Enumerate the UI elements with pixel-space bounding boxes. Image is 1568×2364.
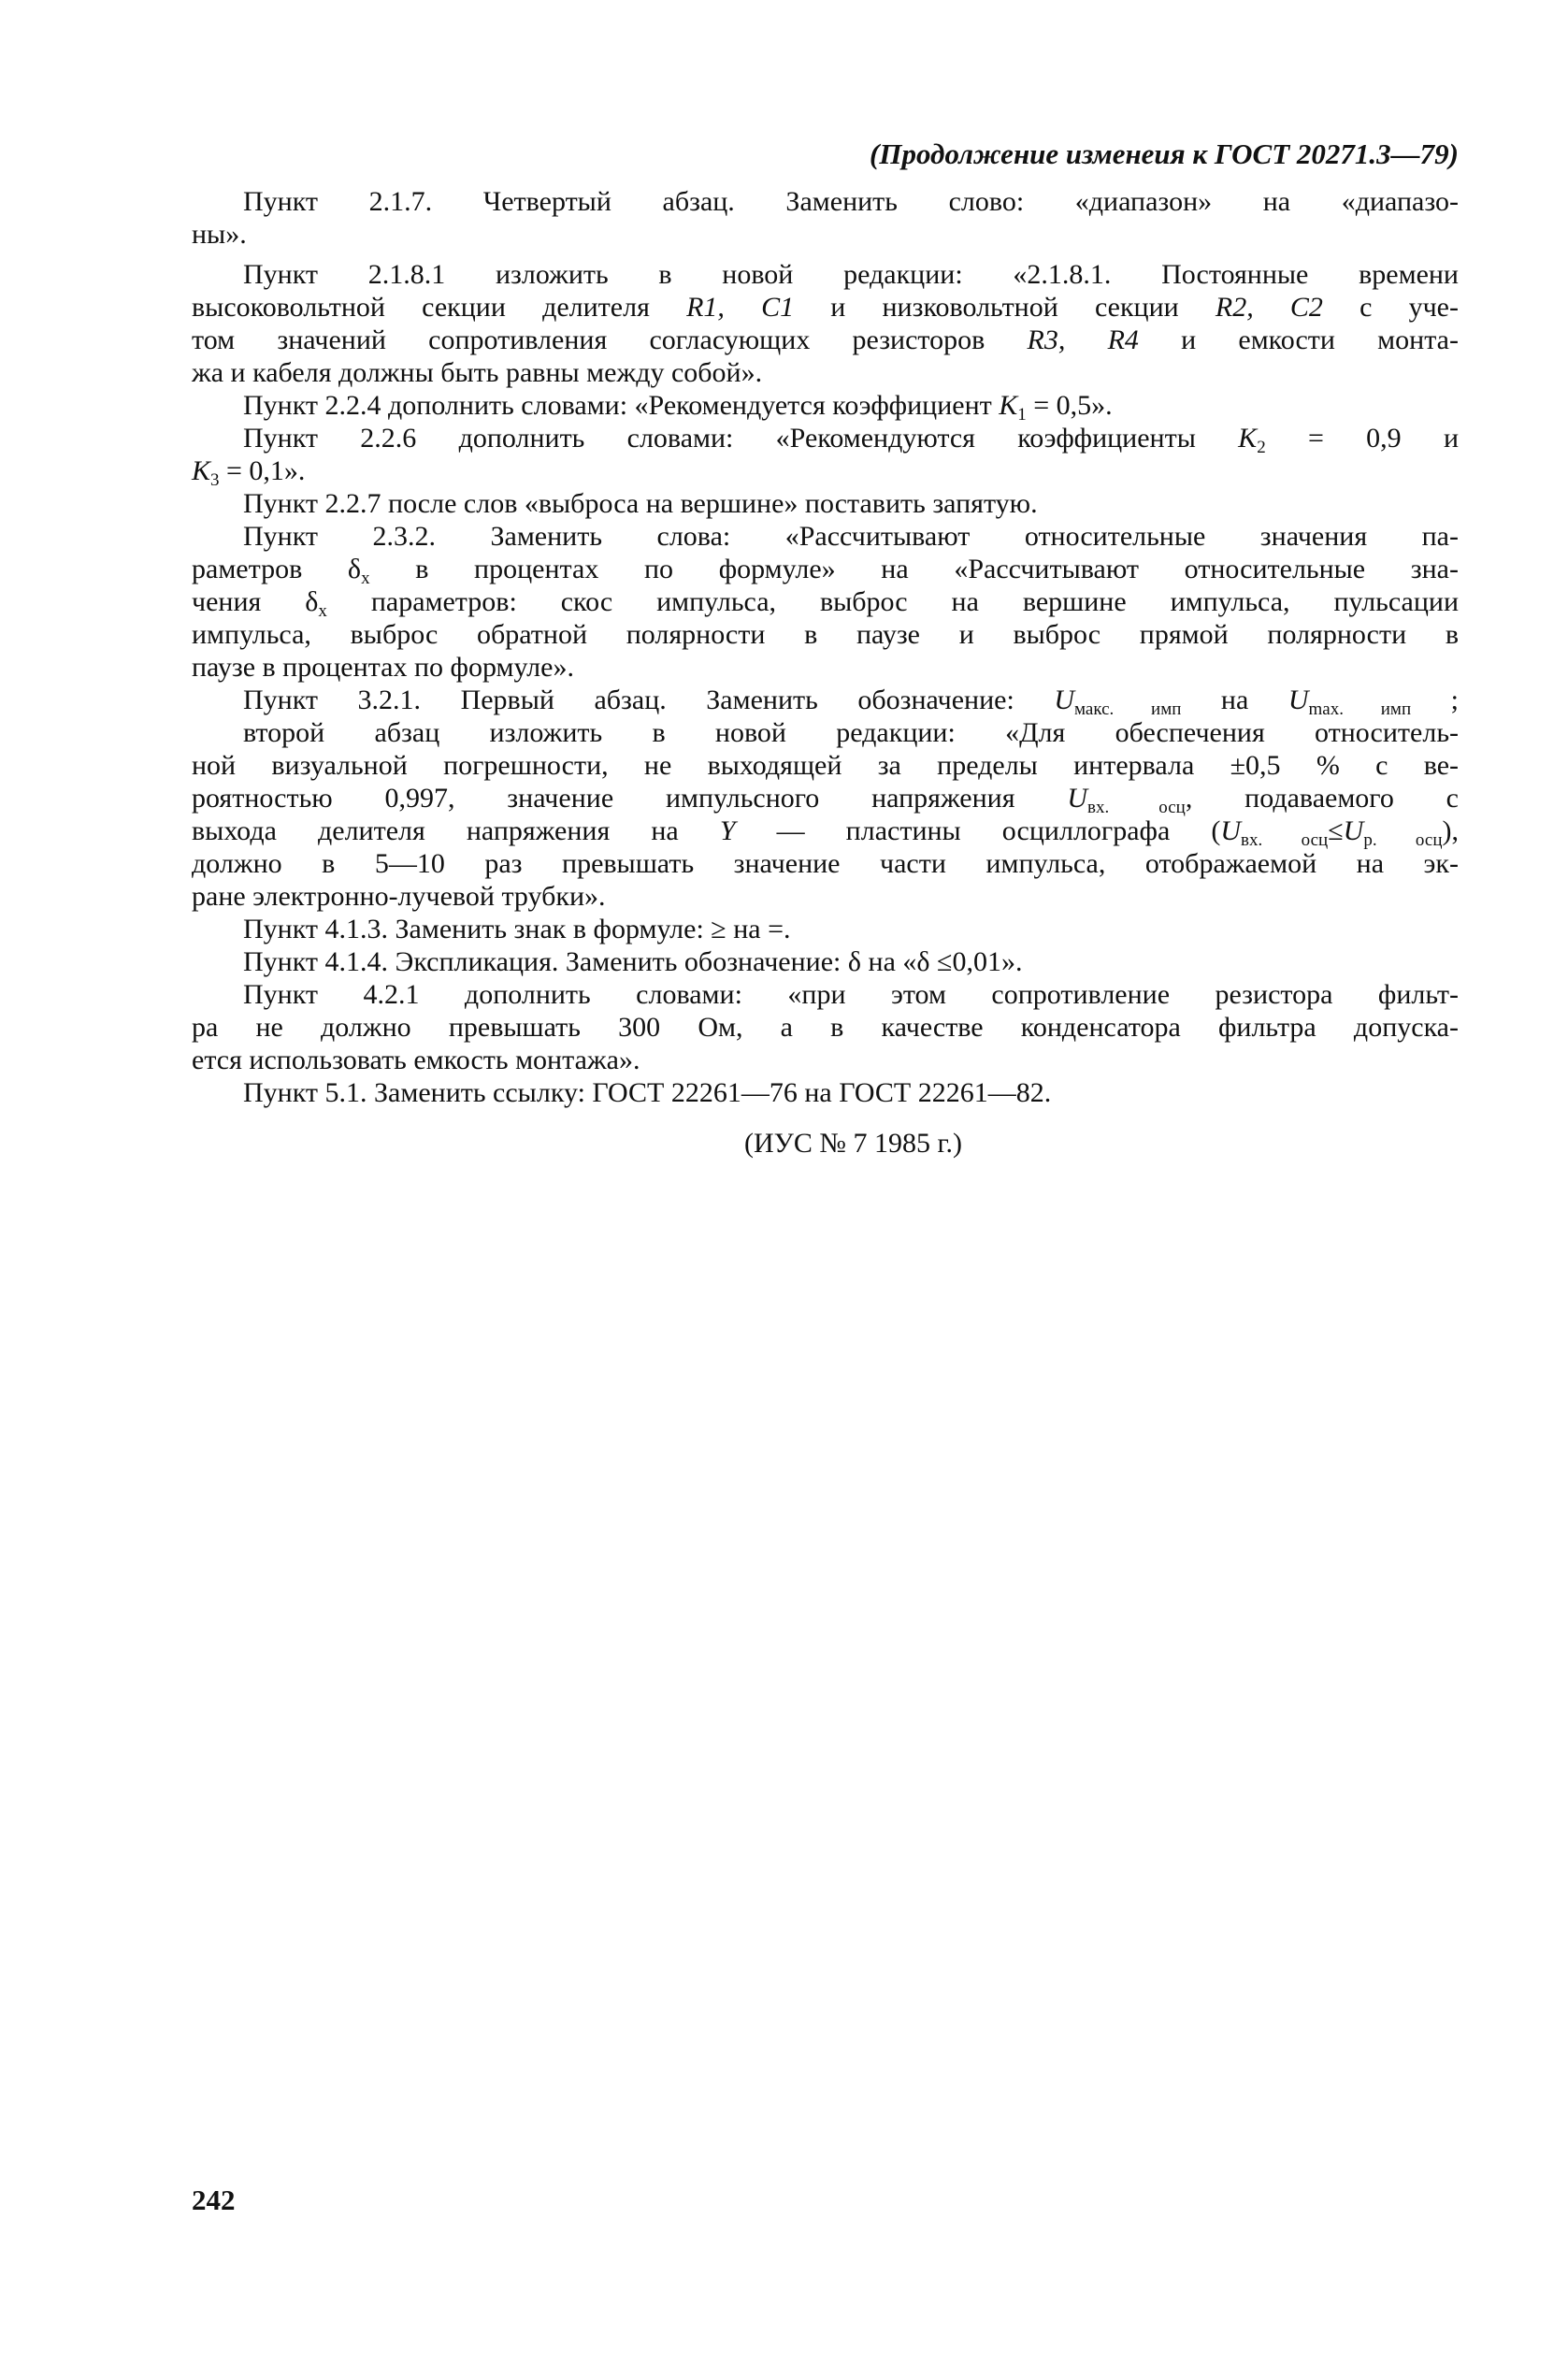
text-run: , подаваемого с [1185, 783, 1459, 814]
italic-symbol: U [1287, 685, 1309, 715]
document-body [192, 185, 1459, 1109]
text-line [192, 356, 1459, 389]
italic-symbol: K [1238, 423, 1258, 454]
text-run: Пункт 2.1.8.1 изложить в новой редакции: «2.1.8.1. Постоянные времени [243, 259, 1459, 290]
text-run: Пункт 4.2.1 дополнить словами: «при этом сопротивление резистора фильт- [243, 979, 1459, 1010]
italic-symbol: R1, C1 [686, 292, 795, 323]
source-reference: (ИУС № 7 1985 г.) [744, 1128, 962, 1159]
text-run: ; [1411, 685, 1459, 715]
text-run: Пункт 2.1.7. Четвертый абзац. Заменить слово: «диапазон» на «диапазо- [243, 186, 1459, 217]
italic-symbol: R2, C2 [1215, 292, 1323, 323]
document-page [192, 131, 1459, 1160]
text-line [192, 1076, 1459, 1109]
subscript: x [361, 569, 370, 588]
text-line [192, 389, 1459, 425]
text-run: ной визуальной погрешности, не выходящей за пределы интервала ±0,5 % с ве- [192, 750, 1459, 781]
paragraph [192, 520, 1459, 684]
subscript: вх. осц [1241, 830, 1329, 850]
text-run: ра не должно превышать 300 Ом, а в качестве конденсатора фильтра допуска- [192, 1012, 1459, 1043]
paragraph [192, 913, 1459, 945]
text-run: Пункт 2.2.4 дополнить словами: «Рекомендуется коэффициент [243, 390, 1000, 421]
text-line [192, 185, 1459, 218]
running-header: (Продолжение изменеия к ГОСТ 20271.3—79) [870, 137, 1459, 170]
text-run: ется использовать емкость монтажа». [192, 1045, 640, 1075]
text-run: ране электронно-лучевой трубки». [192, 881, 606, 912]
italic-symbol: U [1054, 685, 1074, 715]
text-line [192, 978, 1459, 1011]
paragraph [192, 684, 1459, 719]
text-line [192, 291, 1459, 324]
text-run: = 0,9 и [1265, 423, 1459, 454]
paragraph [192, 185, 1459, 251]
subscript: р. осц [1363, 830, 1443, 850]
text-line [192, 422, 1459, 457]
paragraph [192, 1076, 1459, 1109]
paragraph [192, 258, 1459, 389]
text-run: на [1181, 685, 1288, 715]
italic-symbol: Y [719, 815, 736, 846]
italic-symbol: R3, R4 [1027, 324, 1139, 355]
text-line [192, 749, 1459, 782]
text-line [192, 684, 1459, 719]
subscript: вх. осц [1086, 798, 1186, 817]
text-run: том значений сопротивления согласующих резисторов [192, 324, 1028, 355]
text-run: чения δ [192, 586, 319, 617]
text-run: Пункт 4.1.3. Заменить знак в формуле: ≥ на =. [243, 914, 791, 944]
text-line [192, 324, 1459, 356]
text-run: Пункт 3.2.1. Первый абзац. Заменить обозначение: [243, 685, 1055, 715]
text-line [192, 913, 1459, 945]
text-run: = 0,5». [1026, 390, 1113, 421]
text-line [192, 1044, 1459, 1076]
text-run: импульса, выброс обратной полярности в паузе и выброс прямой полярности в [192, 619, 1459, 650]
paragraph [192, 945, 1459, 978]
subscript: 2 [1257, 438, 1266, 457]
text-run: ны». [192, 219, 247, 250]
italic-symbol: U [1220, 815, 1242, 846]
italic-symbol: K [192, 455, 211, 486]
subscript: x [318, 601, 327, 621]
text-run: Пункт 2.2.7 после слов «выброса на вершине» поставить запятую. [243, 488, 1038, 519]
subscript: 3 [210, 470, 220, 490]
text-run: выхода делителя напряжения на [192, 815, 720, 846]
text-run: роятностью 0,997, значение импульсного напряжения [192, 783, 1068, 814]
paragraph [192, 422, 1459, 490]
text-run: и емкости монта- [1138, 324, 1459, 355]
subscript: max. имп [1308, 699, 1412, 719]
text-line [192, 553, 1459, 588]
text-run: и низковольтной секции [794, 292, 1216, 323]
text-run: Пункт 2.2.6 дополнить словами: «Рекомендуются коэффициенты [243, 423, 1239, 454]
text-line [192, 782, 1459, 817]
text-line [192, 520, 1459, 553]
italic-symbol: U [1067, 783, 1087, 814]
text-line [192, 651, 1459, 684]
text-line [192, 1011, 1459, 1044]
text-run: паузе в процентах по формуле». [192, 652, 574, 683]
paragraph [192, 389, 1459, 425]
paragraph [192, 978, 1459, 1076]
text-line [192, 618, 1459, 651]
text-line [192, 585, 1460, 621]
text-run: параметров: скос импульса, выброс на вершине импульса, пульсации [326, 586, 1460, 617]
text-run: Пункт 4.1.4. Экспликация. Заменить обозначение: δ на «δ ≤0,01». [243, 946, 1023, 977]
text-line [192, 945, 1459, 978]
subscript: 1 [1017, 405, 1027, 425]
text-run: с уче- [1322, 292, 1459, 323]
text-line [192, 218, 1459, 251]
paragraph [192, 487, 1459, 520]
text-run: = 0,1». [219, 455, 306, 486]
text-run: Пункт 5.1. Заменить ссылку: ГОСТ 22261—76 на ГОСТ 22261—82. [243, 1077, 1052, 1108]
text-line [192, 880, 1459, 913]
text-run: ≤ [1328, 815, 1344, 846]
subscript: макс. имп [1074, 699, 1182, 719]
text-run: — пластины осциллографа ( [735, 815, 1221, 846]
text-line [192, 258, 1459, 291]
text-run: должно в 5—10 раз превышать значение части импульса, отображаемой на эк- [192, 848, 1459, 879]
text-run: раметров δ [192, 554, 362, 584]
text-line [192, 454, 1459, 490]
italic-symbol: K [999, 390, 1018, 421]
text-line [192, 487, 1459, 520]
text-run: ), [1442, 815, 1459, 846]
text-line [192, 847, 1459, 880]
text-line [192, 814, 1459, 850]
italic-symbol: U [1343, 815, 1364, 846]
text-run: в процентах по формуле» на «Рассчитывают относительные зна- [369, 554, 1459, 584]
text-run: высоковольтной секции делителя [192, 292, 687, 323]
paragraph [192, 716, 1459, 913]
text-run: Пункт 2.3.2. Заменить слова: «Рассчитывают относительные значения па- [243, 521, 1459, 552]
page-number: 242 [192, 2184, 236, 2216]
text-line [192, 716, 1459, 749]
text-run: второй абзац изложить в новой редакции: «Для обеспечения относитель- [243, 717, 1459, 748]
text-run: жа и кабеля должны быть равны между собой». [192, 357, 763, 388]
